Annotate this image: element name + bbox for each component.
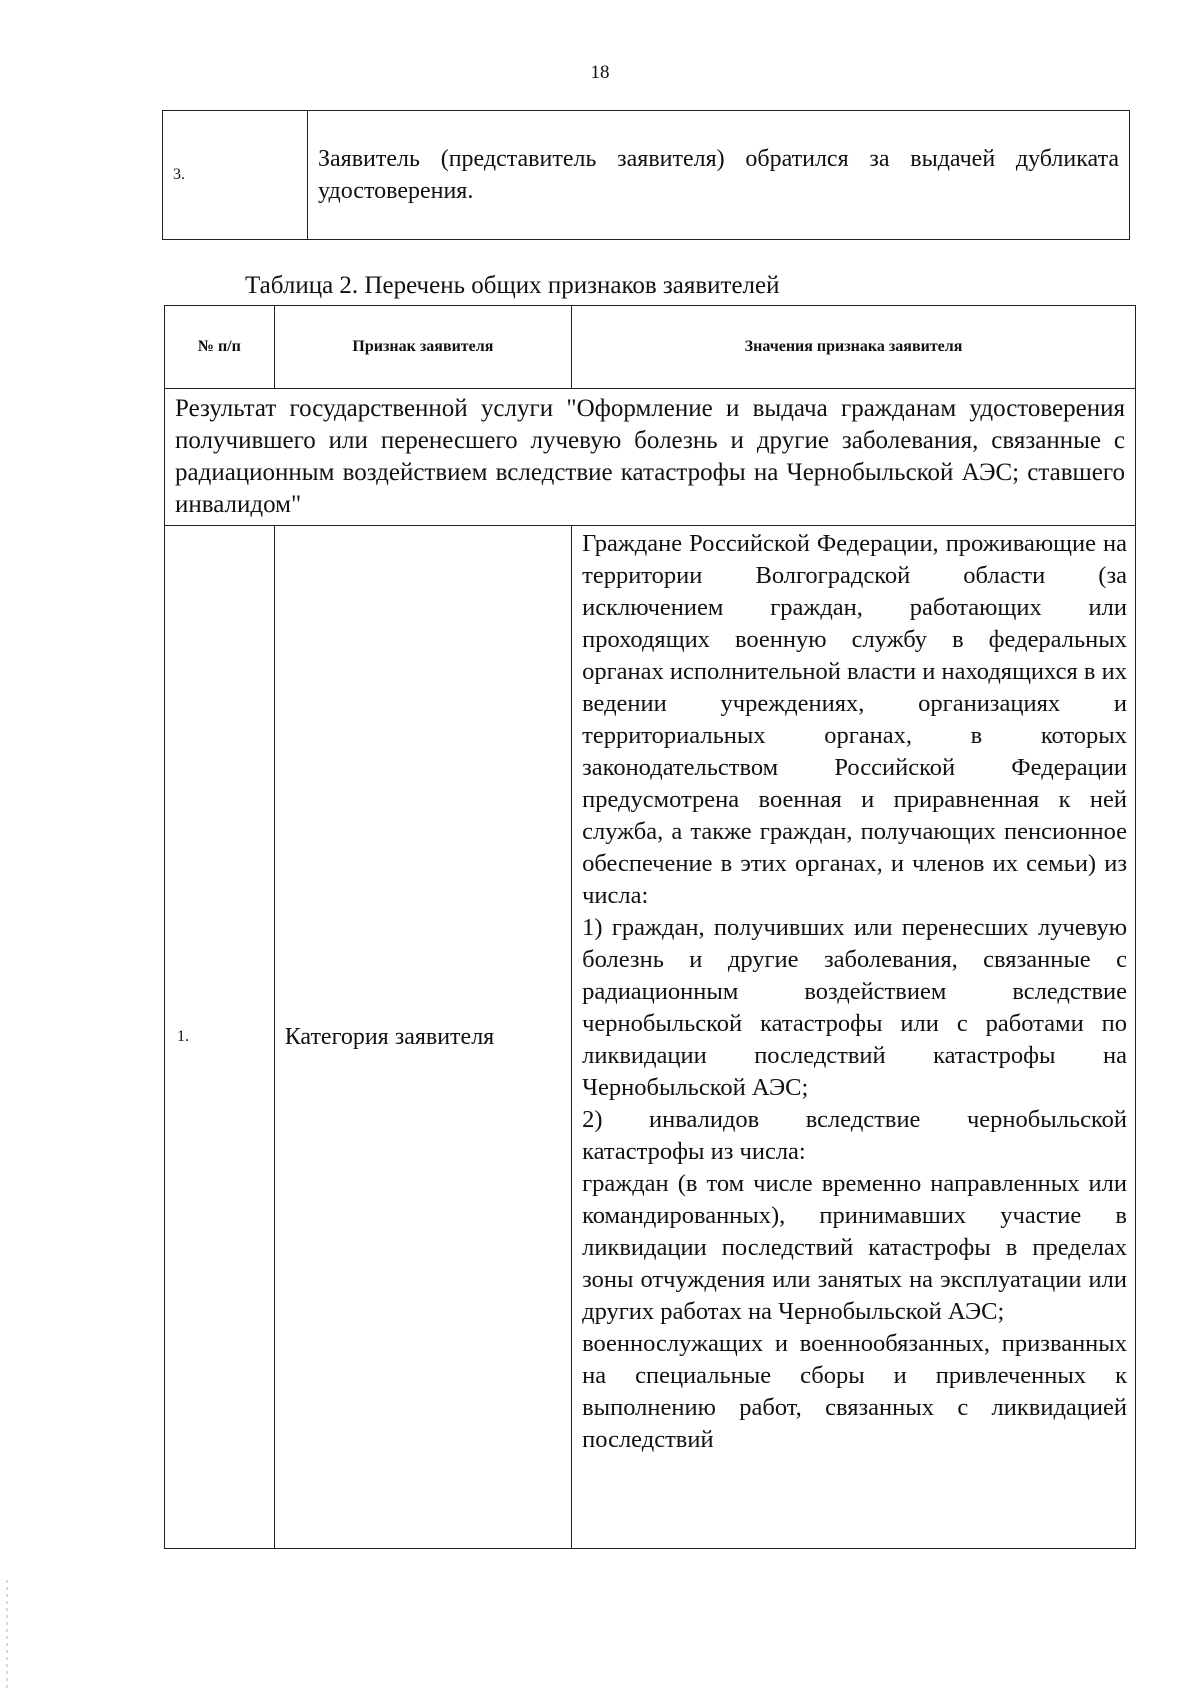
- result-text: Результат государственной услуги "Оформление и выдача гражданам удостоверения получившего или перенесшего лучевую болезнь и другие заболевания, связанные с радиационным воздействием вследствие катастрофы на Чернобыльской АЭС; ставшего инвалидом": [165, 389, 1136, 526]
- row-number: 3.: [163, 111, 308, 240]
- header-values: Значения признака заявителя: [572, 306, 1136, 389]
- values-paragraph: Граждане Российской Федерации, проживающие на территории Волгоградской области (за исключением граждан, работающих или проходящих военную службу в федеральных органах исполнительной власти и находящихся в их ведении учреждениях, организациях и территориальных органах, в которых законодательством Российской Федерации предусмотрена военная и приравненная к ней служба, а также граждан, получающих пенсионное обеспечение в этих органах, и членов их семьи) из числа:: [582, 530, 1127, 909]
- applicant-attributes-table: [164, 305, 1136, 1549]
- values-paragraph: 2) инвалидов вследствие чернобыльской катастрофы из числа:: [582, 1106, 1127, 1165]
- header-attribute: Признак заявителя: [274, 306, 571, 389]
- table-row: [163, 111, 1130, 240]
- values-paragraph: граждан (в том числе временно направленных или командированных), принимавших участие в ликвидации последствий катастрофы в пределах зоны отчуждения или занятых на эксплуатации или других работах на Чернобыльской АЭС;: [582, 1170, 1127, 1325]
- row-attribute: Категория заявителя: [274, 526, 571, 1549]
- values-paragraph: военнослужащих и военнообязанных, призванных на специальные сборы и привлеченных к выполнению работ, связанных с ликвидацией последствий: [582, 1330, 1127, 1453]
- row-text: Заявитель (представитель заявителя) обратился за выдачей дубликата удостоверения.: [308, 111, 1130, 240]
- row-number: 1.: [165, 526, 275, 1549]
- row-values: [572, 526, 1136, 1549]
- table-row: [165, 526, 1136, 1549]
- page-number: 18: [590, 62, 610, 83]
- table-header-row: [165, 306, 1136, 389]
- result-row: [165, 389, 1136, 526]
- table-caption: Таблица 2. Перечень общих признаков заявителей: [245, 272, 780, 299]
- scan-artifact: [6, 1580, 8, 1690]
- header-num: № п/п: [165, 306, 275, 389]
- continuation-table: [162, 110, 1130, 240]
- values-paragraph: 1) граждан, получивших или перенесших лучевую болезнь и другие заболевания, связанные с радиационным воздействием вследствие чернобыльской катастрофы или с работами по ликвидации последствий катастрофы на Чернобыльской АЭС;: [582, 914, 1127, 1101]
